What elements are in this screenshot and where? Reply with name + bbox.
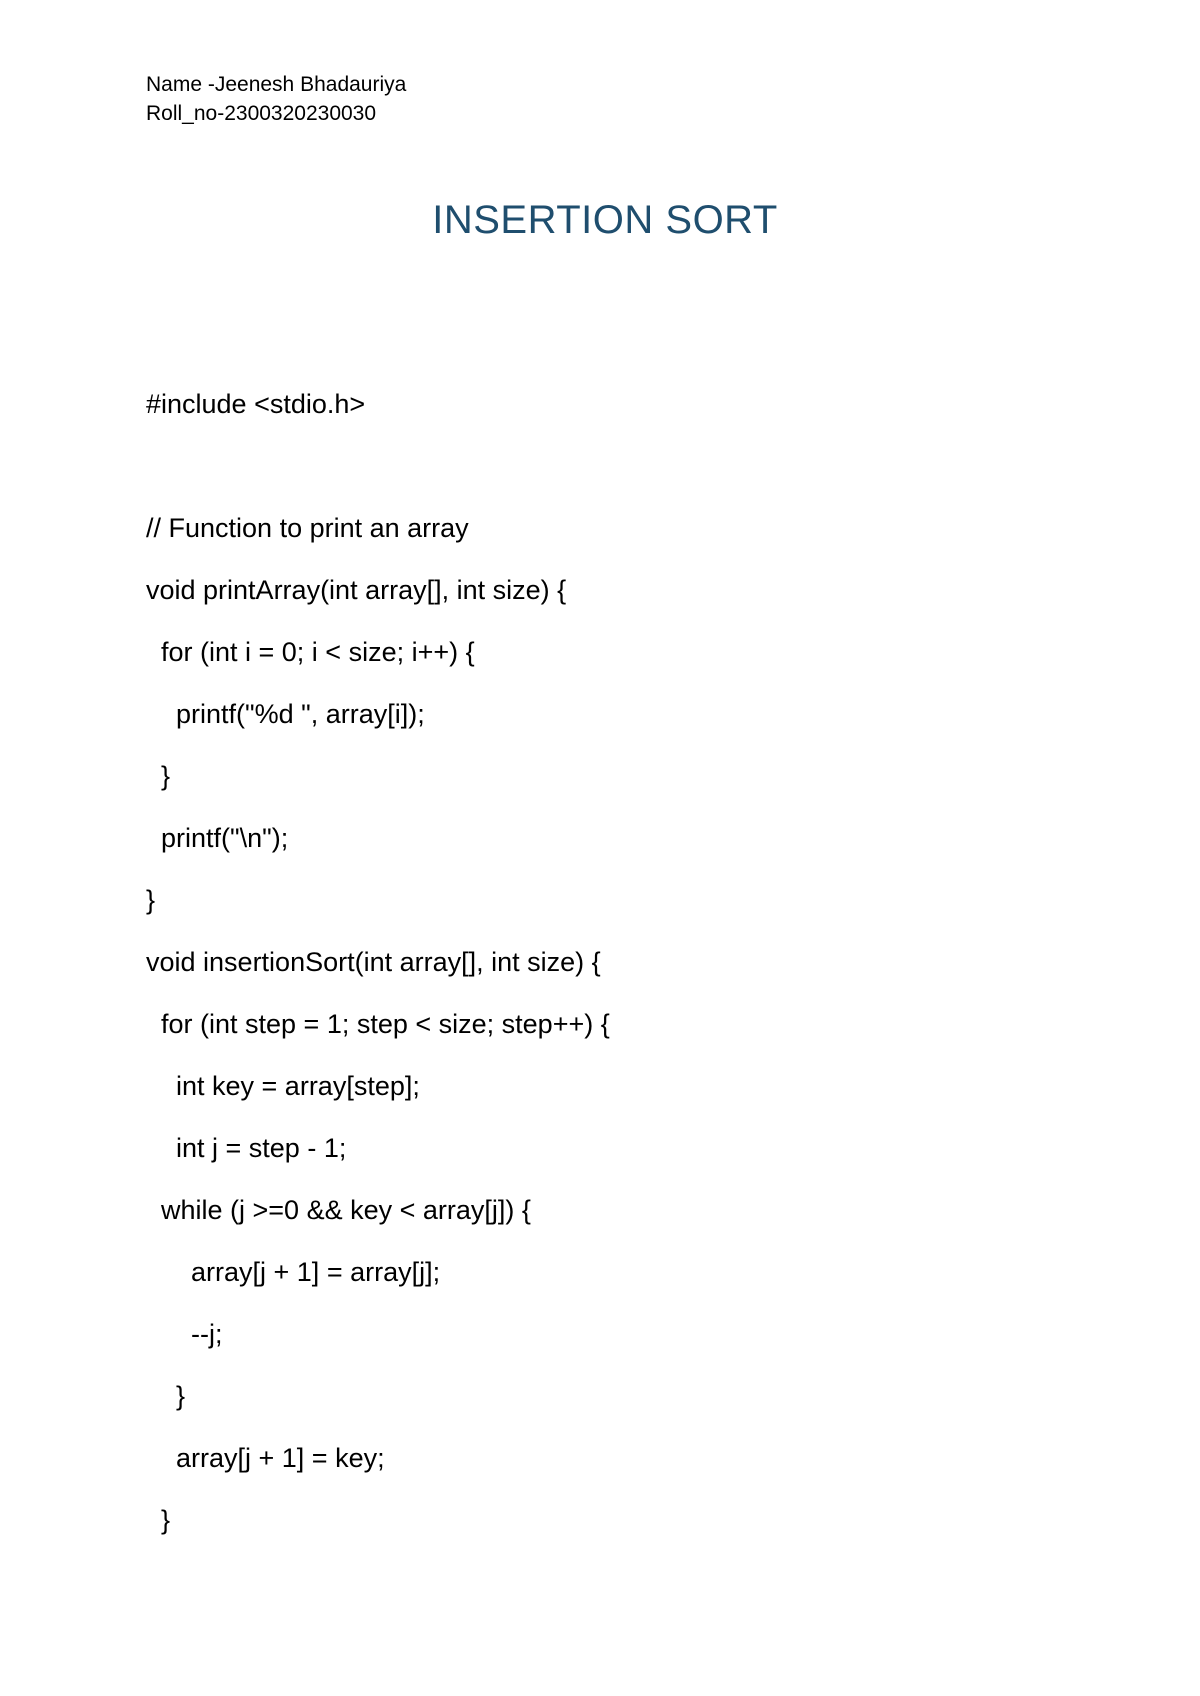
code-line: while (j >=0 && key < array[j]) { — [146, 1195, 531, 1225]
code-line: // Function to print an array — [146, 513, 469, 543]
code-line: for (int step = 1; step < size; step++) { — [146, 1009, 610, 1039]
code-line: void printArray(int array[], int size) { — [146, 575, 567, 605]
code-line: array[j + 1] = key; — [146, 1443, 385, 1473]
code-line: #include <stdio.h> — [146, 389, 366, 419]
code-line: } — [146, 1505, 171, 1535]
code-line: } — [146, 761, 171, 791]
code-line: } — [146, 1381, 186, 1411]
code-line: for (int i = 0; i < size; i++) { — [146, 637, 475, 667]
code-line: array[j + 1] = array[j]; — [146, 1257, 441, 1287]
code-line: int key = array[step]; — [146, 1071, 420, 1101]
author-header — [146, 70, 406, 128]
page-title: INSERTION SORT — [432, 198, 778, 242]
code-line: printf("\n"); — [146, 823, 289, 853]
author-name: Name -Jeenesh Bhadauriya — [146, 73, 407, 96]
code-line: int j = step - 1; — [146, 1133, 347, 1163]
roll-number: Roll_no-2300320230030 — [146, 102, 377, 125]
code-line: void insertionSort(int array[], int size) { — [146, 947, 601, 977]
code-line: } — [146, 885, 156, 915]
code-line: printf("%d ", array[i]); — [146, 699, 425, 729]
code-line: --j; — [146, 1319, 223, 1349]
